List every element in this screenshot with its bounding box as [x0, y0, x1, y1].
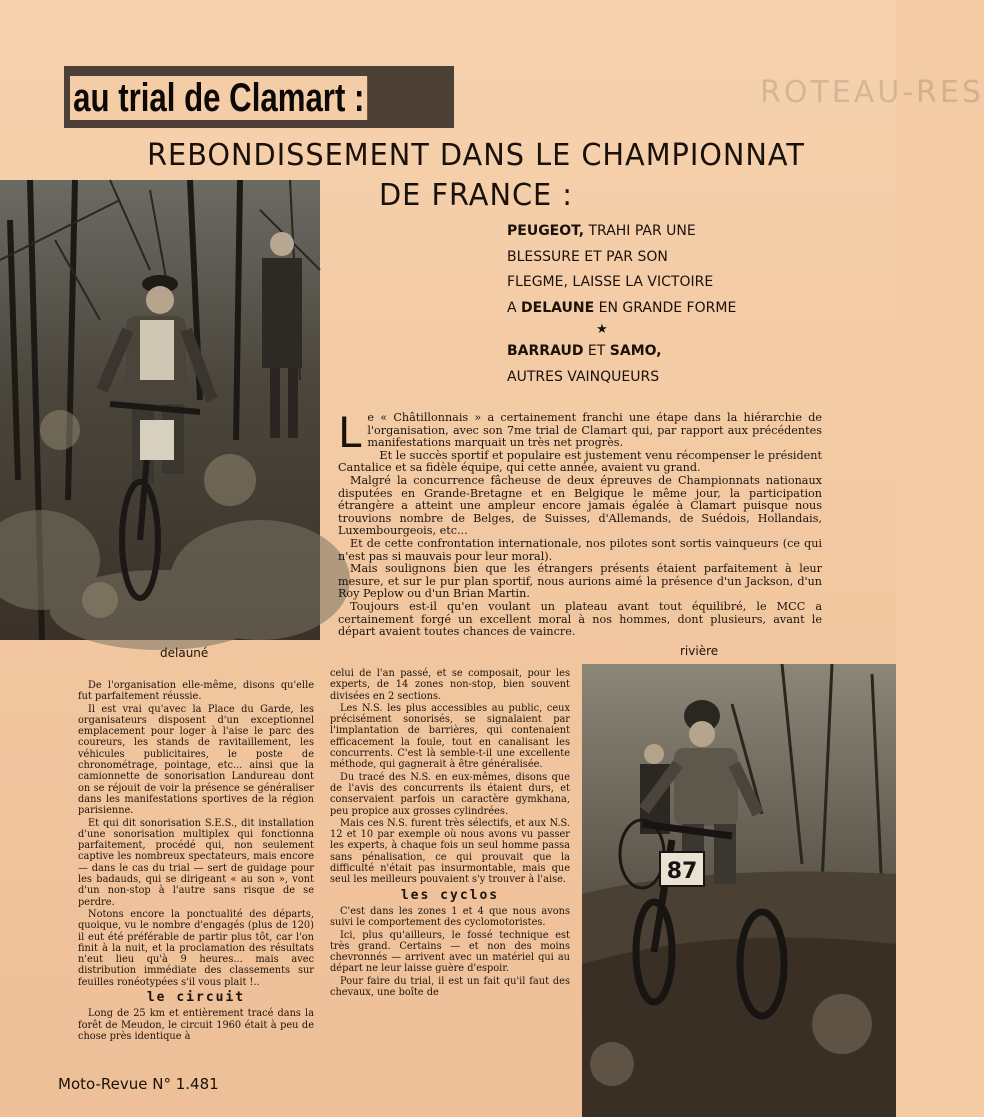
- photo-delaune: [0, 180, 320, 640]
- intro-text: Le « Châtillonnais » a certainement franchi une étape dans la hiérarchie de l'organisation, avec son 7me trial de Clamart qui, par rapport aux précédentes manifestations marquait un très net progrès. Et le succès sportif et populaire est justement venu récompenser le président Cantalice et sa fidèle équipe, qui cette année, avaient vu grand. Malgré la concurrence fâcheuse de deux épreuves de Championnats nationaux disputées en Grande-Bretagne et en Belgique le même jour, la participation étrangère a atteint une ampleur encore jamais égalée à Clamart puisque nous trouvions nombre de Belges, de Suisses, d'Allemands, de Suédois, Hollandais, Luxembourgeois, etc... Et de cette confrontation internationale, nos pilotes sont sortis vainqueurs (ce qui n'est pas si mauvais pour leur moral). Mais soulignons bien que les étrangers présents étaient parfaitement à leur mesure, et sur le pur plan sportif, nous aurions aimé la présence d'un Jackson, d'un Roy Peplow ou d'un Brian Martin. Toujours est-il qu'en voulant un plateau avant tout équilibré, le MCC a certainement forgé un excellent moral à nos hommes, dont plusieurs, avant le départ avaient toutes chances de vaincre.: [338, 408, 822, 639]
- article-column-2: celui de l'an passé, et se composait, pour les experts, de 14 zones non-stop, bien souvent divisées en 2 sections. Les N.S. les plus accessibles au public, ceux précisément sonorisés, se signalaient par l'implantation de barrières, qui contenaient efficacement la foule, tout en canalisant les concurrents. C'est là semble-t-il une excellente méthode, qui gagnerait à être généralisée. Du tracé des N.S. en eux-mêmes, disons que de l'avis des concurrents ils étaient durs, et conservaient parfois un caractère gymkhana, peu propice aux grosses cylindrées. Mais ces N.S. furent très sélectifs, et aux N.S. 12 et 10 par exemple où nous avons vu passer les experts, à chaque fois un seul homme passa sans pénalisation, ce qui prouvait que la difficulté n'était pas insurmontable, mais que seul les meilleurs pouvaient s'y trouver à l'aise. les cyclos C'est dans les zones 1 et 4 que nous avons suivi le comportement des cyclomotoristes. Ici, plus qu'ailleurs, le fossé technique est très grand. Certains — et non des moins chevronnés — arrivent avec un matériel qui au départ ne leur laisse guère d'espoir. Pour faire du trial, il est un fait qu'il faut des chevaux, une boîte de: [330, 668, 570, 999]
- kicker-headline: au trial de Clamart :: [70, 70, 366, 126]
- photo-riviere: [582, 664, 896, 1117]
- star-icon: ★: [596, 322, 608, 337]
- subheadline: PEUGEOT, TRAHI PAR UNE BLESSURE ET PAR SON FLEGME, LAISSE LA VICTOIRE A DELAUNE EN GRANDE FORME ★ BARRAUD ET SAMO, AUTRES VAINQUEURS: [507, 223, 737, 385]
- bleed-through-text: ROTEAU-RES: [760, 75, 984, 110]
- section-heading-circuit: le circuit: [146, 990, 246, 1006]
- page-title: REBONDISSEMENT DANS LE CHAMPIONNAT DE FRANCE :: [147, 138, 805, 213]
- forest-rider-photo: [0, 180, 320, 640]
- caption-left: delauné: [160, 646, 209, 660]
- drop-cap: L: [338, 408, 362, 457]
- race-plate-number: 87: [666, 859, 698, 884]
- hill-rider-photo: [582, 664, 896, 1117]
- article-column-1: De l'organisation elle-même, disons qu'elle fut parfaitement réussie. Il est vrai qu'avec la Place du Garde, les organisateurs disposent d'un exceptionnel emplacement pour loger à l'aise le parc des coureurs, les stands de ravitaillement, les véhicules publicitaires, le poste de chronométrage, pointage, etc... ainsi que la camionnette de sonorisation Landureau dont on se réjouit de voir la présence se généraliser dans les manifestations sportives de la région parisienne. Et qui dit sonorisation S.E.S., dit installation d'une sonorisation multiplex qui fonctionna parfaitement, procédé qui, non seulement captive les nombreux spectateurs, mais encore — dans le cas du trial — sert de guidage pour les badauds, qui se dirigeant « au son », vont d'un non-stop à l'autre sans risque de se perdre. Notons encore la ponctualité des départs, quoique, vu le nombre d'engagés (plus de 120) il eut été préférable de partir plus tôt, car l'on finit à la nuit, et la proclamation des résultats n'eut lieu qu'à 9 heures... mais avec distribution immédiate des classements sur feuilles ronéotypées s'il vous plait !.. le circuit Long de 25 km et entièrement tracé dans la forêt de Meudon, le circuit 1960 était à peu de chose près identique à: [78, 680, 314, 1042]
- page-footer: Moto-Revue N° 1.481: [58, 1075, 219, 1093]
- caption-right: rivière: [680, 644, 719, 658]
- section-heading-cyclos: les cyclos: [400, 887, 500, 903]
